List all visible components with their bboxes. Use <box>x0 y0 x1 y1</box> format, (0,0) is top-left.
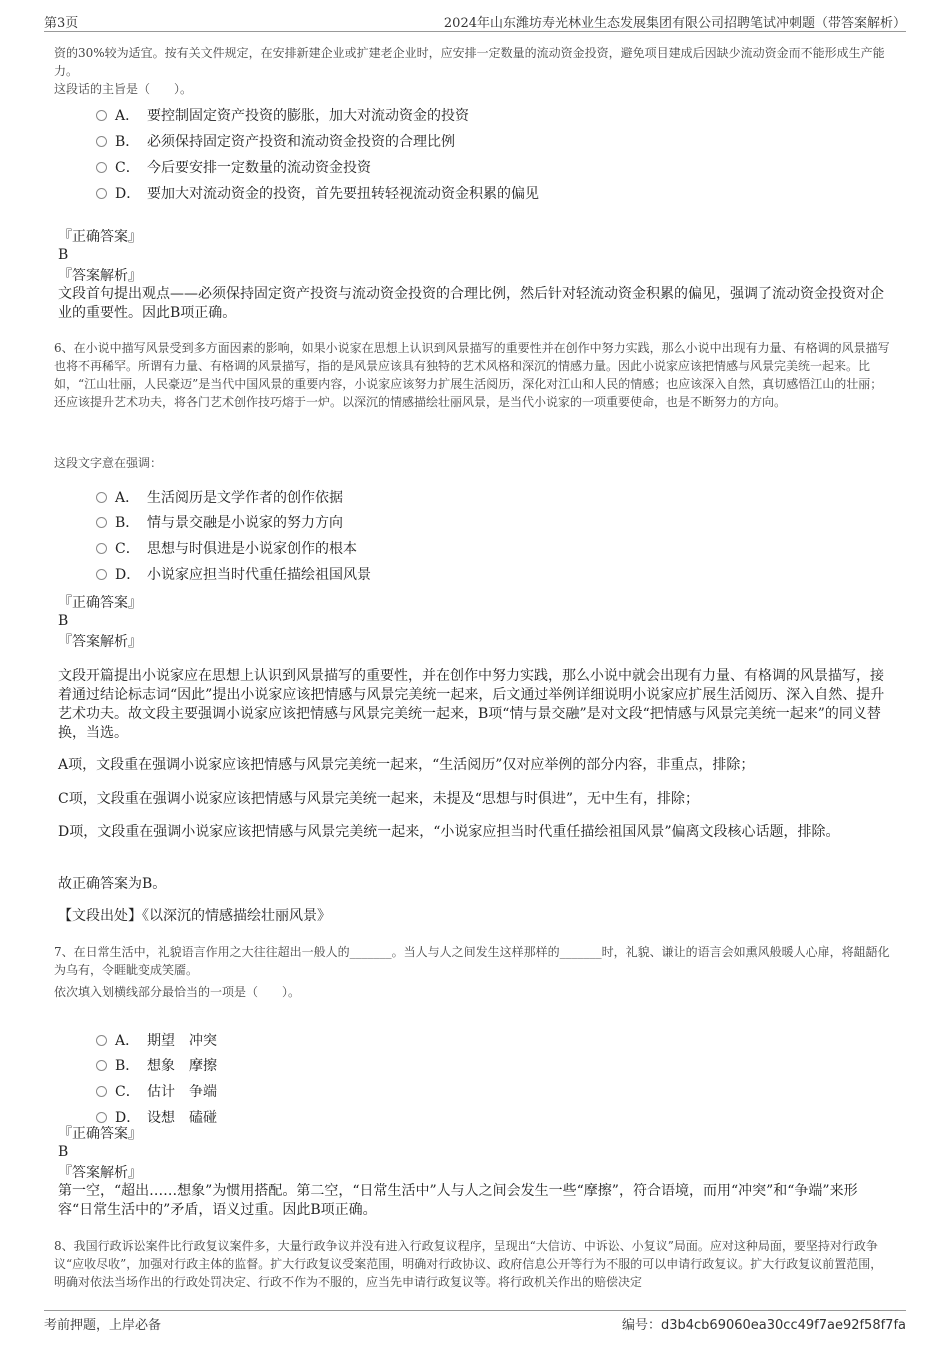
option-letter: C． <box>115 1084 140 1100</box>
option-text: 必须保持固定资产投资和流动资金投资的合理比例 <box>147 134 455 150</box>
option-letter: A． <box>115 490 140 506</box>
header-divider <box>44 31 906 32</box>
q6-option-a[interactable] <box>96 488 343 508</box>
q6-option-c[interactable] <box>96 539 357 559</box>
q6-option-a-note: A项，文段重在强调小说家应该把情感与风景完美统一起来，“生活阅历”仅对应举例的部分内容，非重点，排除； <box>58 757 755 773</box>
q5-answer-heading: 『正确答案』 <box>58 229 142 245</box>
q6-answer-heading: 『正确答案』 <box>58 595 142 611</box>
radio-icon[interactable] <box>96 517 107 528</box>
q6-option-d[interactable] <box>96 565 371 585</box>
q7-question: 依次填入划横线部分最恰当的一项是（ ）。 <box>54 985 301 999</box>
radio-icon[interactable] <box>96 188 107 199</box>
q6-option-d-note: D项，文段重在强调小说家应该把情感与风景完美统一起来，“小说家应担当时代重任描绘祖国风景”偏离文段核心话题，排除。 <box>58 824 840 840</box>
option-text: 情与景交融是小说家的努力方向 <box>147 515 343 531</box>
q7-answer: B <box>58 1144 69 1160</box>
q6-passage: 6、在小说中描写风景受到多方面因素的影响，如果小说家在思想上认识到风景描写的重要性并在创作中努力实践，那么小说中出现有力量、有格调的风景描写也将不再稀罕。所谓有力量、有格调的风景描写，指的是风景应该具有独特的艺术风格和深沉的情感力量。因此小说家应该把情感与风景完美统一起来。比如，“江山壮丽，人民豪迈”是当代中国风景的重要内容，小说家应该努力扩展生活阅历，深化对江山和人民的情感；也应该深入自然，真切感悟江山的壮丽；还应该提升艺术功夫，将各门艺术创作技巧熔于一炉。以深沉的情感描绘壮丽风景，是当代小说家的一项重要使命，也是不断努力的方向。 <box>54 341 890 409</box>
option-letter: B． <box>115 1058 140 1074</box>
q5-option-d[interactable] <box>96 184 539 204</box>
radio-icon[interactable] <box>96 1060 107 1071</box>
option-letter: A． <box>115 1033 140 1049</box>
radio-icon[interactable] <box>96 162 107 173</box>
option-letter: C． <box>115 160 140 176</box>
q7-answer-heading: 『正确答案』 <box>58 1126 142 1142</box>
q5-analysis-heading: 『答案解析』 <box>58 268 142 284</box>
option-text: 今后要安排一定数量的流动资金投资 <box>147 160 371 176</box>
footer-divider <box>44 1310 906 1311</box>
option-letter: D． <box>115 567 141 583</box>
option-letter: B． <box>115 134 140 150</box>
radio-icon[interactable] <box>96 543 107 554</box>
q5-answer: B <box>58 247 69 263</box>
q5-question: 这段话的主旨是（ ）。 <box>54 82 193 96</box>
q6-question: 这段文字意在强调： <box>54 456 163 470</box>
option-letter: C． <box>115 541 140 557</box>
q7-passage: 7、在日常生活中，礼貌语言作用之大往往超出一般人的_______。当人与人之间发生这样那样的_______时，礼貌、谦让的语言会如熏风般暖人心扉，将龃龉化为乌有，令睚眦变成笑靥。 <box>54 945 890 977</box>
option-letter: D． <box>115 1110 141 1126</box>
option-text: 思想与时俱进是小说家创作的根本 <box>147 541 357 557</box>
q6-option-c-note: C项，文段重在强调小说家应该把情感与风景完美统一起来，未提及“思想与时俱进”，无中生有，排除； <box>58 791 700 807</box>
q6-analysis-heading: 『答案解析』 <box>58 634 142 650</box>
q7-analysis: 第一空，“超出……想象”为惯用搭配。第二空，“日常生活中”人与人之间会发生一些“摩擦”，符合语境，而用“冲突”和“争端”来形容“日常生活中的”矛盾，语义过重。因此B项正确。 <box>58 1183 858 1218</box>
q7-analysis-heading: 『答案解析』 <box>58 1165 142 1181</box>
radio-icon[interactable] <box>96 136 107 147</box>
q8-passage: 8、我国行政诉讼案件比行政复议案件多，大量行政争议并没有进入行政复议程序，呈现出“大信访、中诉讼、小复议”局面。应对这种局面，要坚持对行政争议“应收尽收”，加强对行政主体的监督。扩大行政复议受案范围，明确对行政协议、政府信息公开等行为不服的可以申请行政复议。扩大行政复议前置范围，明确对依法当场作出的行政处罚决定、行政不作为不服的，应当先申请行政复议等。将行政机关作出的赔偿决定 <box>54 1239 883 1289</box>
q6-analysis: 文段开篇提出小说家应在思想上认识到风景描写的重要性，并在创作中努力实践，那么小说中就会出现有力量、有格调的风景描写，接着通过结论标志词“因此”提出小说家应该把情感与风景完美统一起来，后文通过举例详细说明小说家应扩展生活阅历、深入自然、提升艺术功夫。故文段主要强调小说家应该把情感与风景完美统一起来，B项“情与景交融”是对文段“把情感与风景完美统一起来”的同义替换，当选。 <box>58 668 885 741</box>
q6-conclusion: 故正确答案为B。 <box>58 876 167 892</box>
q7-option-c[interactable] <box>96 1082 217 1102</box>
option-text: 期望 冲突 <box>147 1033 217 1049</box>
q6-option-b[interactable] <box>96 513 343 533</box>
q5-option-a[interactable] <box>96 106 469 126</box>
option-text: 想象 摩擦 <box>147 1058 217 1074</box>
q6-source: 【文段出处】《以深沉的情感描绘壮丽风景》 <box>58 908 331 924</box>
q7-option-a[interactable] <box>96 1031 217 1051</box>
q5-passage: 资的30%较为适宜。按有关文件规定，在安排新建企业或扩建老企业时，应安排一定数量的流动资金投资，避免项目建成后因缺少流动资金而不能形成生产能力。 <box>54 46 885 78</box>
page-number: 第3页 <box>44 16 79 31</box>
q5-analysis: 文段首句提出观点——必须保持固定资产投资与流动资金投资的合理比例，然后针对轻流动资金积累的偏见，强调了流动资金投资对企业的重要性。因此B项正确。 <box>58 286 884 321</box>
option-letter: D． <box>115 186 141 202</box>
document-id: 编号：d3b4cb69060ea30cc49f7ae92f58f7fa <box>621 1318 906 1333</box>
q5-option-b[interactable] <box>96 132 455 152</box>
document-title: 2024年山东潍坊寿光林业生态发展集团有限公司招聘笔试冲刺题（带答案解析） <box>443 16 906 31</box>
radio-icon[interactable] <box>96 110 107 121</box>
option-text: 小说家应担当时代重任描绘祖国风景 <box>147 567 371 583</box>
radio-icon[interactable] <box>96 1035 107 1046</box>
option-text: 设想 磕碰 <box>147 1110 217 1126</box>
radio-icon[interactable] <box>96 1112 107 1123</box>
radio-icon[interactable] <box>96 492 107 503</box>
option-letter: B． <box>115 515 140 531</box>
radio-icon[interactable] <box>96 569 107 580</box>
option-text: 要加大对流动资金的投资，首先要扭转轻视流动资金积累的偏见 <box>147 186 539 202</box>
footer-slogan: 考前押题，上岸必备 <box>44 1318 162 1333</box>
radio-icon[interactable] <box>96 1086 107 1097</box>
option-text: 要控制固定资产投资的膨胀，加大对流动资金的投资 <box>147 108 469 124</box>
option-text: 估计 争端 <box>147 1084 217 1100</box>
q5-option-c[interactable] <box>96 158 371 178</box>
q7-option-b[interactable] <box>96 1056 217 1076</box>
option-letter: A． <box>115 108 140 124</box>
q6-answer: B <box>58 613 69 629</box>
option-text: 生活阅历是文学作者的创作依据 <box>147 490 343 506</box>
